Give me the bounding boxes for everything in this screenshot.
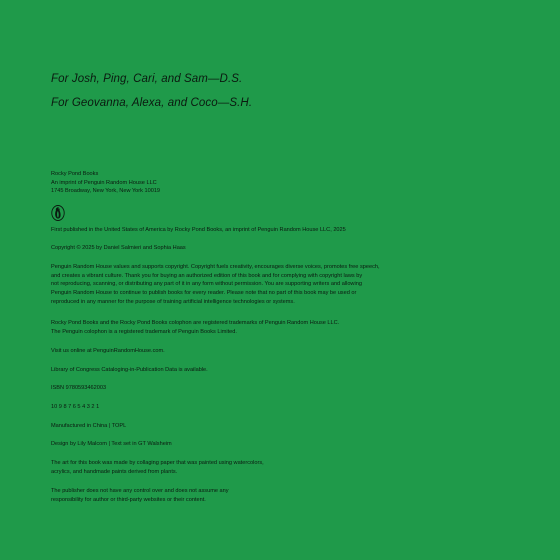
text-line: The Penguin colophon is a registered trademark of Penguin Books Limited. — [51, 328, 237, 335]
imprint-line: An imprint of Penguin Random House LLC — [51, 179, 157, 186]
text-line: The publisher does not have any control over and does not assume any — [51, 488, 229, 494]
text-line: reproduced in any manner for the purpose of training artificial intelligence technologies or systems. — [51, 298, 295, 305]
text-line: not reproducing, scanning, or distributing any part of it in any form without permission. You are supporting writers and allowing — [51, 281, 362, 288]
art-note — [51, 459, 471, 476]
text-line: responsibility for author or third-party websites or their content. — [51, 496, 206, 503]
text-line: Penguin Random House values and supports copyright. Copyright fuels creativity, encourages diverse voices, promotes free speech, — [51, 264, 380, 270]
design-credit-line — [51, 440, 471, 449]
first-published — [51, 226, 471, 235]
text-line: Penguin Random House to continue to publish books for every reader. Please note that no part of this book may be used or — [51, 290, 357, 297]
publisher-disclaimer — [51, 487, 471, 504]
penguin-logo-icon — [51, 205, 65, 221]
manufactured-line — [51, 422, 471, 431]
text-line: Rocky Pond Books and the Rocky Pond Books colophon are registered trademarks of Penguin Random House LLC. — [51, 320, 340, 326]
imprint-line: Rocky Pond Books — [51, 171, 99, 177]
isbn-line — [51, 384, 471, 393]
text-line: The art for this book was made by collaging paper that was painted using watercolors, — [51, 460, 264, 466]
text-line: and creates a vibrant culture. Thank you for buying an authorized edition of this book and for complying with copyright laws by — [51, 272, 363, 279]
imprint-line: 1745 Broadway, New York, New York 10019 — [51, 188, 161, 195]
text-line: Design by Lily Malcom | Text set in GT Walsheim — [51, 441, 172, 447]
copyright-notice — [51, 244, 471, 253]
text-line: Library of Congress Cataloging-in-Publication Data is available. — [51, 367, 208, 373]
text-line: Copyright © 2025 by Daniel Salmieri and Sophia Haas — [51, 245, 186, 251]
text-line: First published in the United States of America by Rocky Pond Books, an imprint of Penguin Random House LLC, 2025 — [51, 227, 346, 233]
text-line: Manufactured in China | TOPL — [51, 423, 127, 429]
website-line — [51, 347, 471, 356]
text-line: Visit us online at PenguinRandomHouse.com. — [51, 348, 165, 354]
cataloging-line — [51, 366, 471, 375]
dedication-family: For Geovanna, Alexa, and Coco—S.H. — [51, 97, 253, 109]
printing-line — [51, 403, 471, 412]
text-line: 10 9 8 7 6 5 4 3 2 1 — [51, 404, 100, 410]
imprint-block — [51, 170, 471, 196]
text-line: acrylics, and handmade paints derived from plants. — [51, 468, 178, 475]
copyright-values-paragraph — [51, 263, 471, 307]
trademark-notice — [51, 319, 471, 336]
text-line: ISBN 9780593462003 — [51, 385, 107, 391]
dedication-authors: For Josh, Ping, Cari, and Sam—D.S. — [51, 73, 243, 85]
